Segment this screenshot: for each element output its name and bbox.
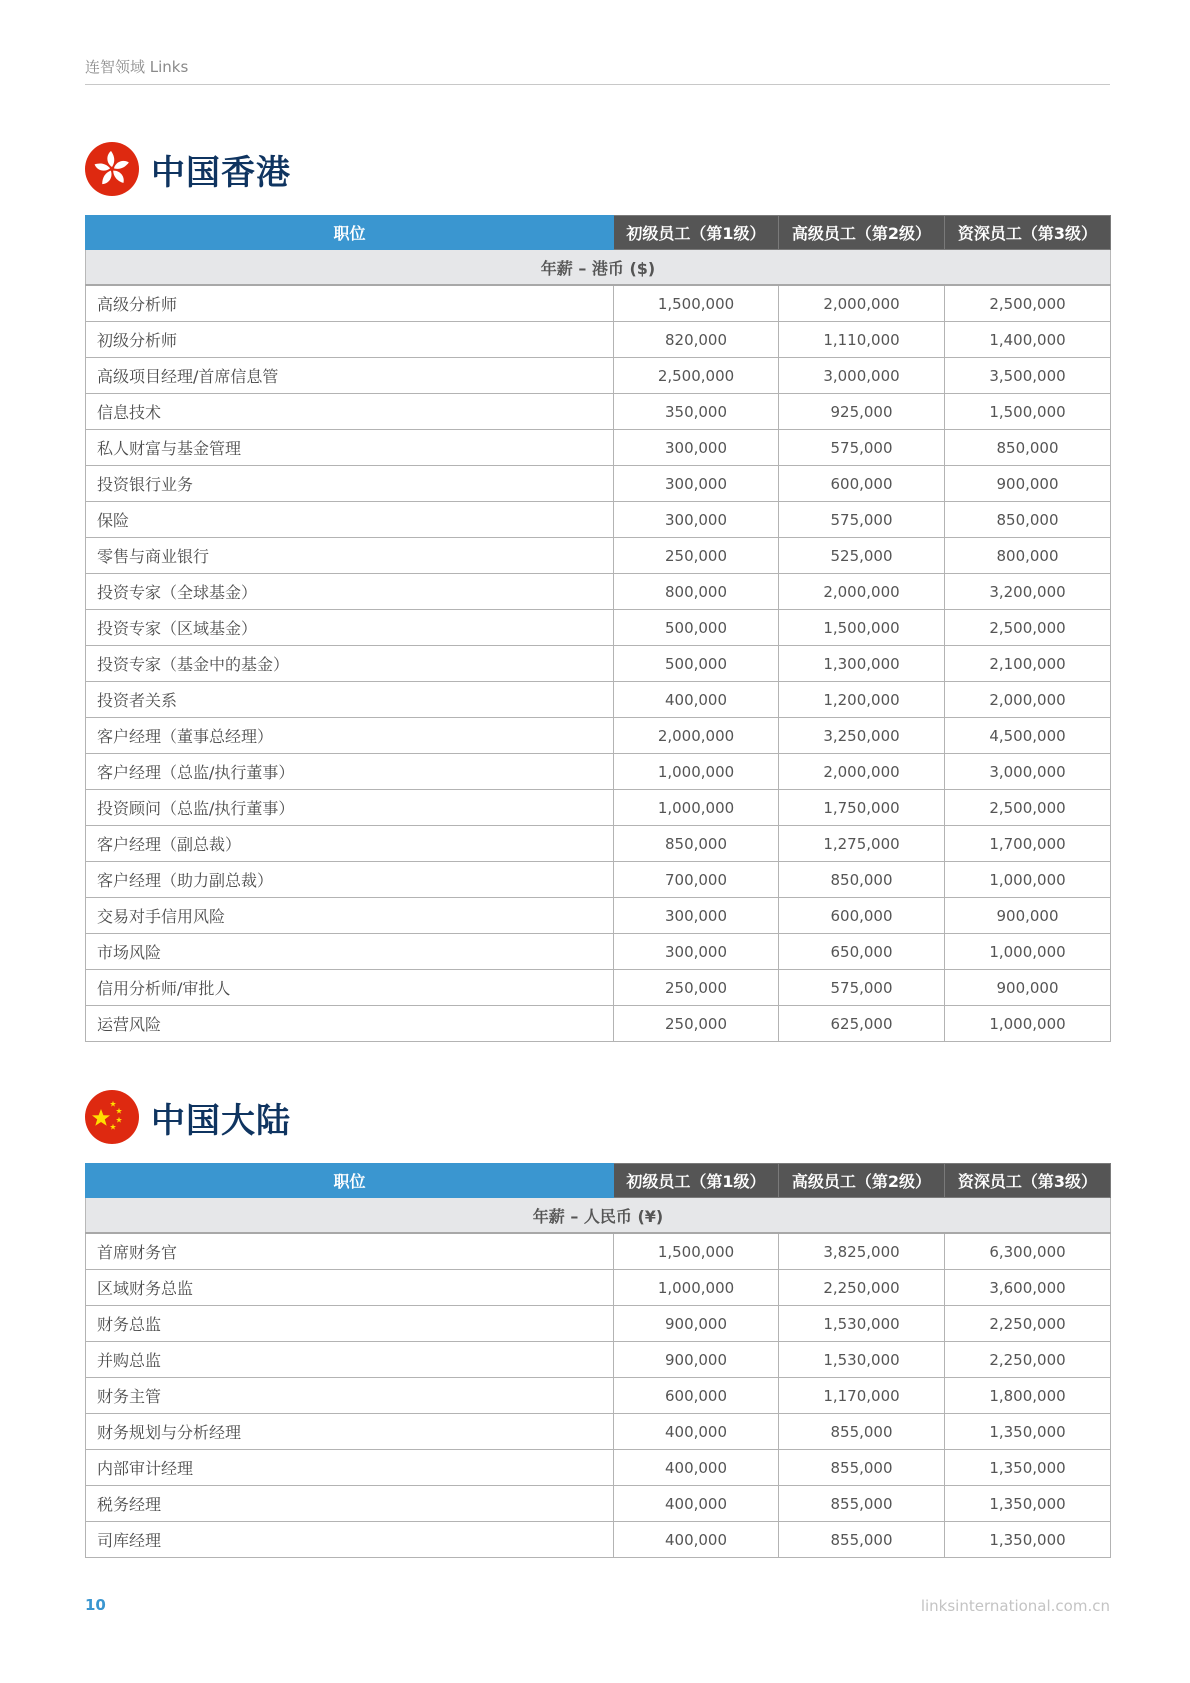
hong-kong-salary-table	[85, 215, 1111, 1042]
level3-salary-cell: 6,300,000	[945, 1233, 1111, 1270]
position-cell: 高级分析师	[86, 285, 614, 322]
position-cell: 税务经理	[86, 1486, 614, 1522]
table-row	[86, 1306, 1111, 1342]
section-title-text: 中国香港	[151, 152, 291, 193]
level3-salary-cell: 850,000	[945, 502, 1111, 538]
table-row	[86, 646, 1111, 682]
level1-salary-cell: 500,000	[614, 610, 779, 646]
level2-salary-cell: 1,530,000	[779, 1342, 945, 1378]
website-link[interactable]: linksinternational.com.cn	[920, 1597, 1110, 1615]
level1-salary-cell: 1,500,000	[614, 285, 779, 322]
level2-salary-cell: 3,250,000	[779, 718, 945, 754]
level3-salary-cell: 900,000	[945, 898, 1111, 934]
level1-salary-cell: 700,000	[614, 862, 779, 898]
position-cell: 交易对手信用风险	[86, 898, 614, 934]
level1-salary-cell: 400,000	[614, 1522, 779, 1558]
table-row	[86, 1486, 1111, 1522]
level2-salary-cell: 1,500,000	[779, 610, 945, 646]
position-cell: 运营风险	[86, 1006, 614, 1042]
level2-salary-cell: 2,250,000	[779, 1270, 945, 1306]
level3-salary-cell: 1,350,000	[945, 1522, 1111, 1558]
currency-subheader-row	[86, 1198, 1111, 1234]
level3-salary-cell: 2,250,000	[945, 1306, 1111, 1342]
position-cell: 市场风险	[86, 934, 614, 970]
level3-salary-cell: 1,350,000	[945, 1450, 1111, 1486]
level1-salary-cell: 900,000	[614, 1306, 779, 1342]
position-cell: 投资专家（基金中的基金）	[86, 646, 614, 682]
hong-kong-flag-icon	[85, 142, 139, 196]
position-cell: 保险	[86, 502, 614, 538]
level2-salary-cell: 600,000	[779, 466, 945, 502]
level3-salary-cell: 2,500,000	[945, 610, 1111, 646]
table-row	[86, 285, 1111, 322]
china-flag-icon	[85, 1090, 139, 1144]
level1-salary-cell: 800,000	[614, 574, 779, 610]
level1-salary-cell: 850,000	[614, 826, 779, 862]
table-header-row	[86, 216, 1111, 250]
table-row	[86, 610, 1111, 646]
column-header-level2: 高级员工（第2级）	[779, 1164, 945, 1198]
level1-salary-cell: 400,000	[614, 1450, 779, 1486]
position-cell: 客户经理（助力副总裁）	[86, 862, 614, 898]
level3-salary-cell: 1,350,000	[945, 1486, 1111, 1522]
table-row	[86, 502, 1111, 538]
level3-salary-cell: 1,000,000	[945, 1006, 1111, 1042]
level3-salary-cell: 2,000,000	[945, 682, 1111, 718]
level1-salary-cell: 1,000,000	[614, 790, 779, 826]
mainland-salary-table	[85, 1163, 1111, 1558]
level3-salary-cell: 2,500,000	[945, 790, 1111, 826]
table-row	[86, 682, 1111, 718]
position-cell: 信息技术	[86, 394, 614, 430]
level2-salary-cell: 855,000	[779, 1414, 945, 1450]
position-cell: 司库经理	[86, 1522, 614, 1558]
position-cell: 区域财务总监	[86, 1270, 614, 1306]
level2-salary-cell: 1,530,000	[779, 1306, 945, 1342]
level3-salary-cell: 2,250,000	[945, 1342, 1111, 1378]
level2-salary-cell: 1,200,000	[779, 682, 945, 718]
level1-salary-cell: 350,000	[614, 394, 779, 430]
level1-salary-cell: 300,000	[614, 430, 779, 466]
level1-salary-cell: 300,000	[614, 502, 779, 538]
position-cell: 客户经理（总监/执行董事）	[86, 754, 614, 790]
section-title-hong-kong	[85, 142, 291, 196]
level3-salary-cell: 4,500,000	[945, 718, 1111, 754]
position-cell: 首席财务官	[86, 1233, 614, 1270]
section-title-text: 中国大陆	[151, 1100, 291, 1141]
level2-salary-cell: 525,000	[779, 538, 945, 574]
level2-salary-cell: 650,000	[779, 934, 945, 970]
level3-salary-cell: 2,500,000	[945, 285, 1111, 322]
level2-salary-cell: 575,000	[779, 502, 945, 538]
level1-salary-cell: 1,000,000	[614, 1270, 779, 1306]
page-header	[85, 56, 1110, 85]
position-cell: 投资顾问（总监/执行董事）	[86, 790, 614, 826]
position-cell: 客户经理（董事总经理）	[86, 718, 614, 754]
table-row	[86, 538, 1111, 574]
table-row	[86, 394, 1111, 430]
position-cell: 投资专家（全球基金）	[86, 574, 614, 610]
level3-salary-cell: 900,000	[945, 970, 1111, 1006]
position-cell: 投资银行业务	[86, 466, 614, 502]
table-row	[86, 358, 1111, 394]
level2-salary-cell: 1,170,000	[779, 1378, 945, 1414]
table-row	[86, 466, 1111, 502]
table-row	[86, 754, 1111, 790]
level2-salary-cell: 3,000,000	[779, 358, 945, 394]
column-header-level1: 初级员工（第1级）	[614, 216, 779, 250]
level1-salary-cell: 400,000	[614, 1486, 779, 1522]
column-header-level3: 资深员工（第3级）	[945, 216, 1111, 250]
currency-subheader: 年薪 – 港币 ($)	[86, 250, 1111, 286]
table-row	[86, 1270, 1111, 1306]
table-row	[86, 898, 1111, 934]
level1-salary-cell: 2,000,000	[614, 718, 779, 754]
level1-salary-cell: 300,000	[614, 898, 779, 934]
table-row	[86, 1233, 1111, 1270]
table-row	[86, 430, 1111, 466]
level3-salary-cell: 1,350,000	[945, 1414, 1111, 1450]
level2-salary-cell: 1,110,000	[779, 322, 945, 358]
table-row	[86, 1522, 1111, 1558]
position-cell: 高级项目经理/首席信息管	[86, 358, 614, 394]
position-cell: 零售与商业银行	[86, 538, 614, 574]
level2-salary-cell: 925,000	[779, 394, 945, 430]
level3-salary-cell: 3,500,000	[945, 358, 1111, 394]
table-row	[86, 826, 1111, 862]
level1-salary-cell: 400,000	[614, 682, 779, 718]
position-cell: 私人财富与基金管理	[86, 430, 614, 466]
position-cell: 初级分析师	[86, 322, 614, 358]
level3-salary-cell: 3,200,000	[945, 574, 1111, 610]
column-header-level2: 高级员工（第2级）	[779, 216, 945, 250]
level2-salary-cell: 1,750,000	[779, 790, 945, 826]
column-header-level1: 初级员工（第1级）	[614, 1164, 779, 1198]
level3-salary-cell: 1,800,000	[945, 1378, 1111, 1414]
level1-salary-cell: 1,000,000	[614, 754, 779, 790]
position-cell: 财务主管	[86, 1378, 614, 1414]
level1-salary-cell: 250,000	[614, 538, 779, 574]
level1-salary-cell: 500,000	[614, 646, 779, 682]
table-row	[86, 790, 1111, 826]
level2-salary-cell: 1,275,000	[779, 826, 945, 862]
level3-salary-cell: 3,000,000	[945, 754, 1111, 790]
level1-salary-cell: 400,000	[614, 1414, 779, 1450]
level2-salary-cell: 600,000	[779, 898, 945, 934]
level3-salary-cell: 1,000,000	[945, 934, 1111, 970]
level2-salary-cell: 2,000,000	[779, 574, 945, 610]
level1-salary-cell: 300,000	[614, 934, 779, 970]
table-header-row	[86, 1164, 1111, 1198]
column-header-position: 职位	[86, 216, 614, 250]
table-row	[86, 862, 1111, 898]
position-cell: 财务总监	[86, 1306, 614, 1342]
table-row	[86, 322, 1111, 358]
table-row	[86, 1414, 1111, 1450]
level1-salary-cell: 250,000	[614, 1006, 779, 1042]
level3-salary-cell: 1,500,000	[945, 394, 1111, 430]
level1-salary-cell: 300,000	[614, 466, 779, 502]
brand-name: 连智领域 Links	[85, 58, 189, 76]
level2-salary-cell: 855,000	[779, 1522, 945, 1558]
level2-salary-cell: 3,825,000	[779, 1233, 945, 1270]
level2-salary-cell: 850,000	[779, 862, 945, 898]
level2-salary-cell: 855,000	[779, 1450, 945, 1486]
column-header-level3: 资深员工（第3级）	[945, 1164, 1111, 1198]
level3-salary-cell: 2,100,000	[945, 646, 1111, 682]
table-row	[86, 1342, 1111, 1378]
position-cell: 财务规划与分析经理	[86, 1414, 614, 1450]
level1-salary-cell: 2,500,000	[614, 358, 779, 394]
level1-salary-cell: 600,000	[614, 1378, 779, 1414]
level2-salary-cell: 1,300,000	[779, 646, 945, 682]
level2-salary-cell: 625,000	[779, 1006, 945, 1042]
level3-salary-cell: 1,400,000	[945, 322, 1111, 358]
position-cell: 投资者关系	[86, 682, 614, 718]
currency-subheader-row	[86, 250, 1111, 286]
column-header-position: 职位	[86, 1164, 614, 1198]
level2-salary-cell: 575,000	[779, 970, 945, 1006]
table-row	[86, 574, 1111, 610]
level1-salary-cell: 900,000	[614, 1342, 779, 1378]
table-row	[86, 970, 1111, 1006]
currency-subheader: 年薪 – 人民币 (¥)	[86, 1198, 1111, 1234]
level3-salary-cell: 1,700,000	[945, 826, 1111, 862]
position-cell: 信用分析师/审批人	[86, 970, 614, 1006]
level2-salary-cell: 2,000,000	[779, 754, 945, 790]
table-row	[86, 1378, 1111, 1414]
position-cell: 内部审计经理	[86, 1450, 614, 1486]
section-title-mainland	[85, 1090, 291, 1144]
position-cell: 投资专家（区域基金）	[86, 610, 614, 646]
level3-salary-cell: 850,000	[945, 430, 1111, 466]
page-number: 10	[85, 1596, 106, 1614]
level3-salary-cell: 800,000	[945, 538, 1111, 574]
position-cell: 客户经理（副总裁）	[86, 826, 614, 862]
level3-salary-cell: 1,000,000	[945, 862, 1111, 898]
level2-salary-cell: 2,000,000	[779, 285, 945, 322]
level3-salary-cell: 3,600,000	[945, 1270, 1111, 1306]
table-row	[86, 1450, 1111, 1486]
level1-salary-cell: 1,500,000	[614, 1233, 779, 1270]
level1-salary-cell: 820,000	[614, 322, 779, 358]
level2-salary-cell: 855,000	[779, 1486, 945, 1522]
table-row	[86, 718, 1111, 754]
table-row	[86, 1006, 1111, 1042]
level2-salary-cell: 575,000	[779, 430, 945, 466]
level3-salary-cell: 900,000	[945, 466, 1111, 502]
table-row	[86, 934, 1111, 970]
level1-salary-cell: 250,000	[614, 970, 779, 1006]
position-cell: 并购总监	[86, 1342, 614, 1378]
